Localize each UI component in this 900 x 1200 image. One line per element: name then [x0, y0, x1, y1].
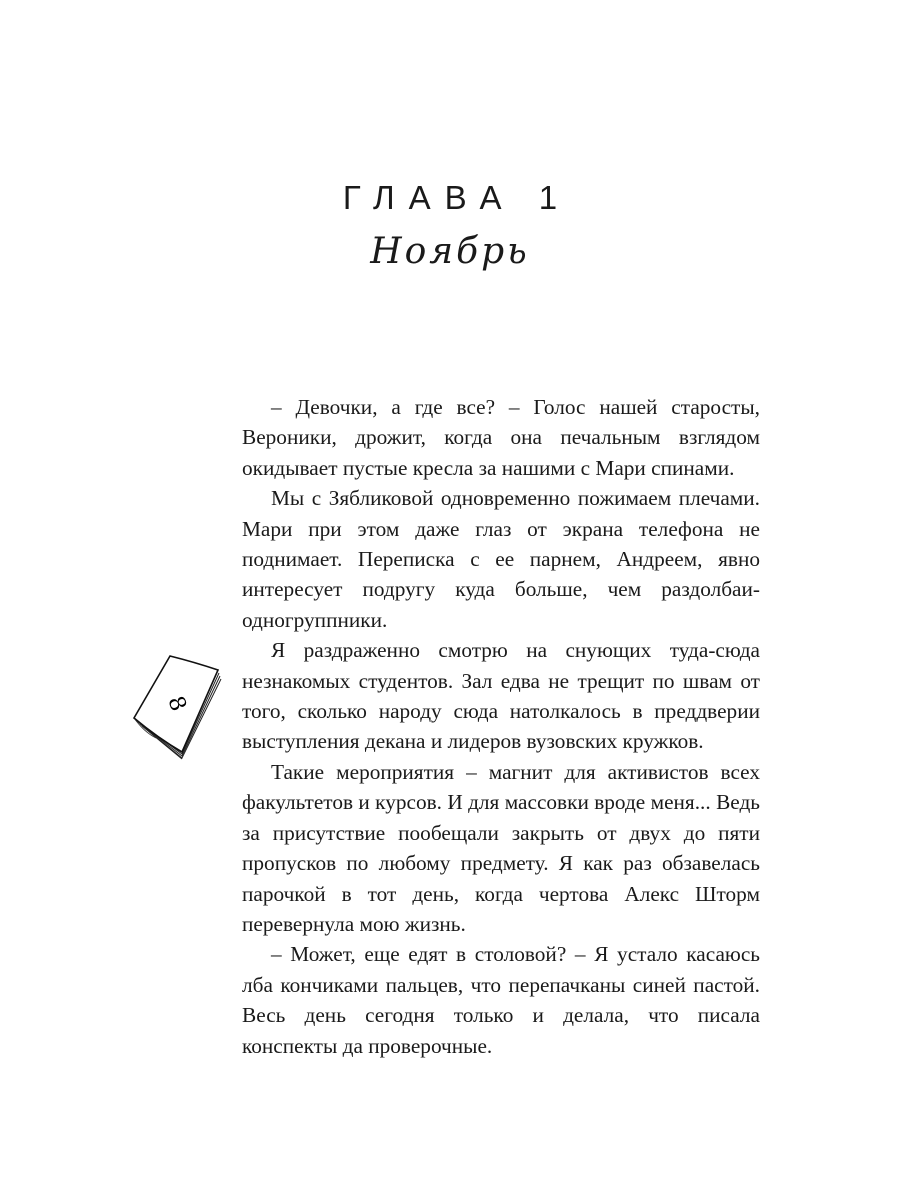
paragraph: Такие мероприятия – магнит для активистов всех факультетов и курсов. И для массовки вроде меня... Ведь за присутствие пообещали закрыть от двух до пяти пропусков по любому предмету. Я как раз обзавелась парочкой в тот день, когда чертова Алекс Шторм перевернула мою жизнь. [242, 759, 760, 936]
paragraph: – Девочки, а где все? – Голос нашей старосты, Вероники, дрожит, когда она печальным взглядом окидывает пустые кресла за нашими с Мари спинами. [242, 395, 760, 480]
paragraph: Я раздраженно смотрю на снующих туда-сюда незнакомых студентов. Зал едва не трещит по швам от того, сколько народу сюда натолкалось в преддверии выступления декана и лидеров вузовских кружков. [242, 638, 760, 754]
paragraph: – Может, еще едят в столовой? – Я устало касаюсь лба кончиками пальцев, что перепачканы синей пастой. Весь день сегодня только и делала, что писала конспекты да проверочные. [242, 942, 760, 1058]
flipbook-icon [124, 652, 234, 762]
chapter-subtitle: Ноябрь [370, 231, 530, 272]
paragraph: Мы с Зябликовой одновременно пожимаем плечами. Мари при этом даже глаз от экрана телефона не поднимает. Переписка с ее парнем, Андреем, явно интересует подругу куда больше, чем раздолбаи-одногруппники. [242, 486, 760, 632]
body-text [242, 392, 760, 1061]
page-number: 8 [162, 692, 191, 715]
chapter-heading: ГЛАВА 1 [342, 179, 572, 216]
